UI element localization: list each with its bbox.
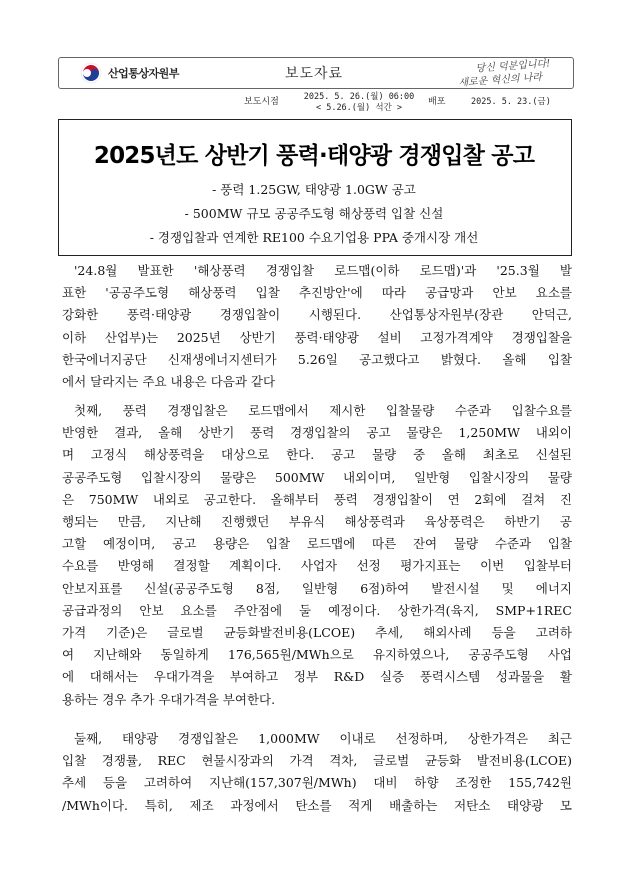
text-line: 첫째, 풍력 경쟁입찰은 로드맵에서 제시한 입찰물량 수준과 입찰수요를 <box>74 403 572 418</box>
subtitle-3: - 경쟁입찰과 연계한 RE100 수요기업용 PPA 중개시장 개선 <box>149 230 479 245</box>
body-paragraph-2 <box>62 400 572 711</box>
slogan-line-1: 당신 덕분입니다! <box>475 58 551 75</box>
text-line: 추세 등을 고려하여 지난해(157,307원/MWh) 대비 하향 조정한 155,742원 <box>62 775 572 791</box>
text-line: 수요를 반영해 결정할 계획이다. 사업자 선정 평가지표는 이번 입찰부터 <box>62 558 572 574</box>
text-line: 에 대해서는 우대가격을 부여하고 정부 R&D 실증 풍력시스템 성과물을 활 <box>62 669 572 685</box>
page-title: 2025년도 상반기 풍력·태양광 경쟁입찰 공고 <box>93 143 535 169</box>
release-time-line-2: < 5.26.(월) 석간 > <box>315 103 403 113</box>
text-line: 에서 달라지는 주요 내용은 다음과 같다 <box>62 374 276 390</box>
text-line: 용하는 경우 추가 우대가격을 부여한다. <box>62 691 276 707</box>
text-line: 안보지표를 신설(공공주도형 8점, 일반형 6점)하여 발전시설 및 에너지 <box>62 580 572 596</box>
slogan-line-2: 새로운 혁신의 나라 <box>458 71 543 89</box>
text-line: 둘째, 태양광 경쟁입찰은 1,000MW 이내로 선정하며, 상한가격은 최근 <box>74 731 572 746</box>
ministry-name: 산업통상자원부 <box>108 67 179 80</box>
release-time <box>303 92 415 114</box>
text-line: /MWh이다. 특히, 제조 과정에서 탄소를 적게 배출하는 저탄소 태양광 모 <box>62 797 572 813</box>
text-line: 이하 산업부)는 2025년 상반기 풍력·태양광 설비 고정가격계약 경쟁입찰을 <box>62 329 572 345</box>
text-line: 입찰 경쟁률, REC 현물시장과의 가격 격차, 글로벌 균등화 발전비용(LCOE) <box>62 753 572 769</box>
body-paragraph-1 <box>62 260 572 393</box>
text-line: 공공주도형 입찰시장의 물량은 500MW 내외이며, 일반형 입찰시장의 물량 <box>62 469 572 485</box>
text-line: 며 고정식 해상풍력을 대상으로 한다. 공고 물량 중 올해 최초로 신설된 <box>62 447 572 463</box>
subtitle-1: - 풍력 1.25GW, 태양광 1.0GW 공고 <box>212 182 416 197</box>
text-line: 강화한 풍력·태양광 경쟁입찰이 시행된다. 산업통상자원부(장관 안덕근, <box>62 307 572 323</box>
text-line: 표한 '공공주도형 해상풍력 입찰 추진방안'에 따라 공급망과 안보 요소를 <box>62 285 572 301</box>
release-time-line-1: 2025. 5. 26.(월) 06:00 <box>303 92 415 102</box>
body-paragraph-3 <box>62 728 572 817</box>
distribution-date: 2025. 5. 23.(금) <box>471 97 551 107</box>
text-line: 반영한 결과, 올해 상반기 풍력 경쟁입찰의 공고 물량은 1,250MW 내외이 <box>62 425 572 441</box>
text-line: 공급과정의 안보 요소를 주안점에 둘 예정이다. 상한가격(육지, SMP+1REC <box>62 602 572 618</box>
text-line: 여 지난해와 동일하게 176,565원/MWh으로 유지하였으나, 공공주도형 사업 <box>62 647 572 663</box>
text-line: 은 750MW 내외로 공고한다. 올해부터 풍력 경쟁입찰이 연 2회에 걸쳐 진 <box>62 491 572 507</box>
distribution-label: 배포 <box>428 97 446 107</box>
release-label: 보도시점 <box>244 97 279 107</box>
text-line: '24.8월 발표한 '해상풍력 경쟁입찰 로드맵(이하 로드맵)'과 '25.3월 발 <box>74 263 572 278</box>
text-line: 가격 기준)은 글로벌 균등화발전비용(LCOE) 추세, 해외사례 등을 고려하 <box>62 625 572 641</box>
document-type: 보도자료 <box>284 66 344 82</box>
subtitle-2: - 500MW 규모 공공주도형 해상풍력 입찰 신설 <box>184 206 444 221</box>
text-line: 행되는 만큼, 지난해 진행했던 부유식 해상풍력과 육상풍력은 하반기 공 <box>62 514 572 530</box>
text-line: 한국에너지공단 신재생에너지센터가 5.26일 공고했다고 밝혔다. 올해 입찰 <box>62 351 572 367</box>
text-line: 고할 예정이며, 공고 용량은 입찰 로드맵에 따른 잔여 물량 수준과 입찰 <box>62 536 572 552</box>
